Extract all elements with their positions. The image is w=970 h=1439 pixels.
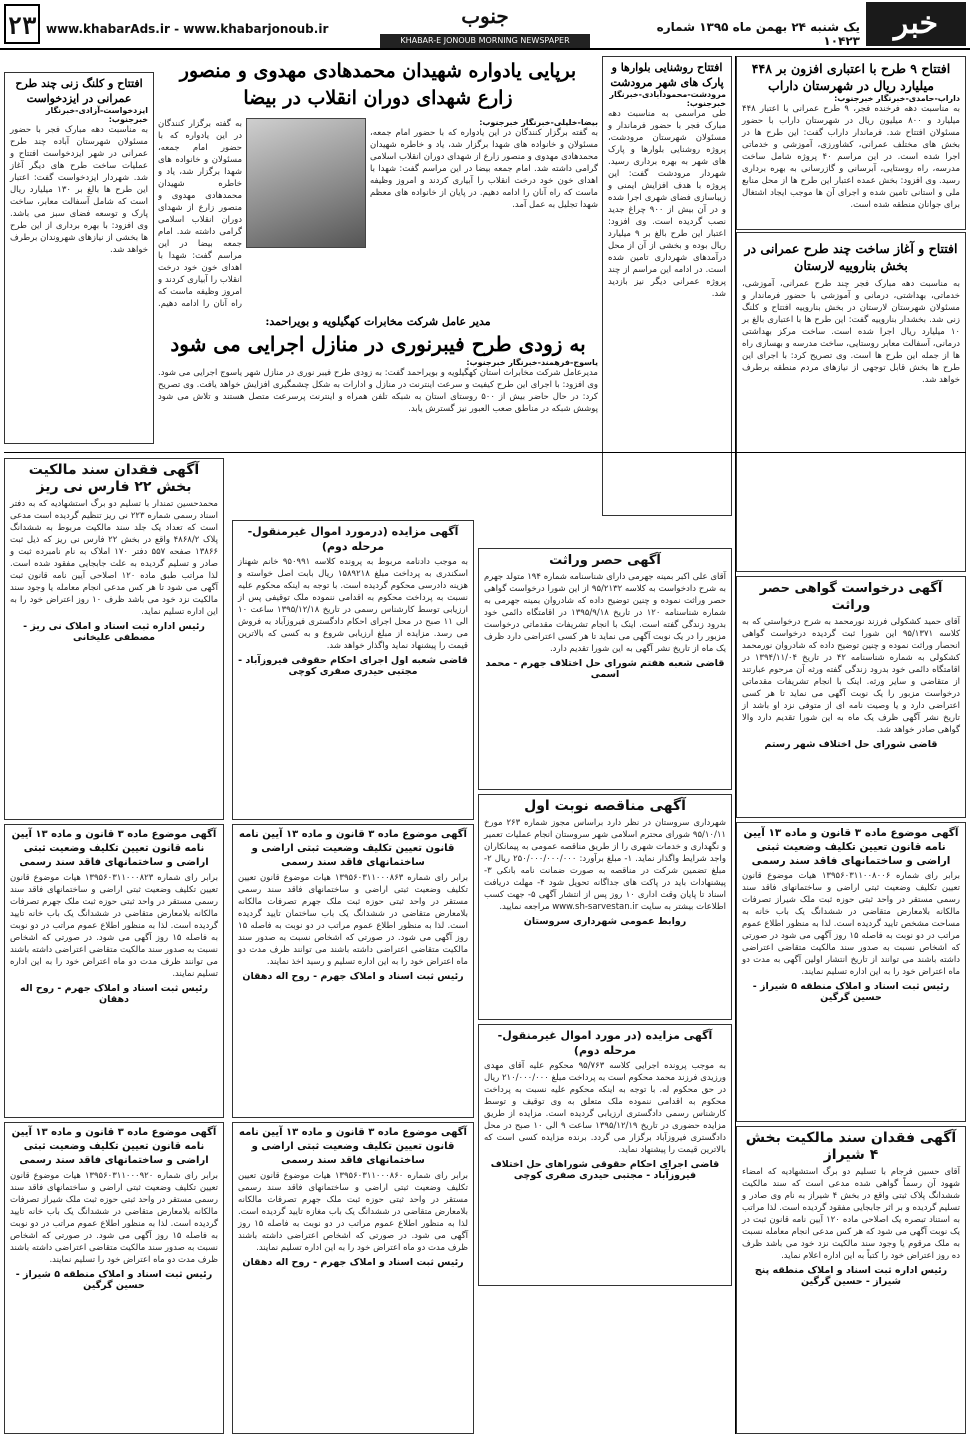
article-title: افتتاح و آغاز ساخت چند طرح عمرانی در بخش بناروییه لارستان	[744, 241, 958, 273]
ad-title: آگهی فقدان سند مالکیت بخش ۴ شیراز	[745, 1130, 957, 1163]
article-title: افتتاح و کلنگ زنی چند طرح عمرانی در ایزدخواست	[15, 77, 143, 105]
ad-body: برابر رای شماره ۱۳۹۵۶۰۳۱۱۰۰۸۰۰۶ هیات موضوع قانون تعیین تکلیف وضعیت ثبتی اراضی و ساختمانهای فاقد سند رسمی مستقر در واحد ثبتی حوزه ثبت ملک شیراز تصرفات مالکانه بلامعارض متقاضی در ششدانگ یک باب خانه به مساحت مشخص تایید گردیده است. لذا به منظور اطلاع عموم مراتب در دو نوبت به فاصله ۱۵ روز آگهی می شود در صورتی که اشخاص نسبت به صدور سند مالکیت متقاضی اعتراضی داشته باشند می توانند از تاریخ انتشار اولین آگهی به مدت دو ماه اعتراض خود را به این اداره تسلیم نمایند.	[742, 871, 960, 977]
ad-inheritance-rostam	[736, 576, 966, 818]
ad-title: آگهی موضوع ماده ۳ قانون و ماده ۱۳ آیین نامه قانون تعیین تکلیف وضعیت ثبتی اراضی و ساختمانهای فاقد سند رسمی	[11, 829, 217, 868]
issue-date: یک شنبه ۲۴ بهمن ماه ۱۳۹۵ شماره ۱۰۴۲۳	[656, 20, 860, 48]
ad-signature: رئیس اداره ثبت اسناد و املاک منطقه پنج شیراز - حسین گرگین	[754, 1265, 948, 1287]
ad-signature: قاضی اجرای احکام حقوقی شوراهای حل اختلاف فیروزآباد - مجتبی حیدری صفری کوچی	[490, 1159, 720, 1181]
article-izadkhast	[4, 72, 154, 444]
feature-kicker: مدیر عامل شرکت مخابرات کهگیلویه و بویراحمد:	[265, 315, 491, 328]
ad-body: آقای حمید کشکولی فرزند نورمحمد به شرح درخواستی که به کلاسه ۹۵/۱۳۷۱ این شورا ثبت گردیده درخواست گواهی انحصار وراثت نموده و چنین توضیح داده که شادروان نورمحمد کشکولی به شماره شناسنامه ۴۲ در تاریخ ۱۳۹۴/۱۱/۰۴ در اقامتگاه دائمی خود بدرود زندگی گفته ورثه آن مرحوم عبارتند از متقاضی و سایر ورثه. اینک با انجام تشریفات مقدماتی درخواست مزبور را یک نوبت آگهی می نماید تا هر کسی اعتراضی دارد و یا وصیت نامه ای از متوفی نزد او باشد از تاریخ نشر آگهی ظرف یک ماه به این شورا تقدیم دارد والا گواهی صادر خواهد شد.	[742, 617, 961, 735]
article-marvdasht	[602, 56, 732, 516]
photo-cleric	[246, 118, 366, 248]
ad-body: محمدحسین تمندار با تسلیم دو برگ استشهادیه که به دفتر اسناد رسمی شماره ۲۲۳ نی ریز تنظیم گردیده است مدعی است که تعداد یک جلد سند مالکیت مربوط به ششدانگ پلاک ۴۸۶۸/۲ واقع در بخش ۲۲ فارس نی ریز که ذیل ثبت ۱۳۸۶۶ صفحه ۵۵۷ دفتر ۱۷۰ املاک به نام نامبرده ثبت و صادر و تسلیم گردیده به علت جابجایی مفقود شده است. لذا مراتب طبق ماده ۱۲۰ اصلاحی آیین نامه قانون ثبت آگهی می شود تا هر کس مدعی انجام معامله یا وجود سند مالکیت نزد خود می باشد ظرف ۱۰ روز اعتراض خود را به این اداره تسلیم نماید.	[10, 499, 218, 617]
ad-title: آگهی مزایده (در مورد اموال غیرمنقول-مرحله دوم)	[497, 1029, 713, 1057]
ad-body: آقای علی اکبر بمینه جهرمی دارای شناسنامه شماره ۱۹۴ متولد جهرم به شرح دادخواست به کلاسه ۹۵/۲۱۳۲ از این شورا درخواست گواهی حصر وراثت نموده و چنین توضیح داده که شادروان بمینه جهرمی به شماره شناسنامه ۱۲۰ در تاریخ ۱۳۹۵/۹/۱۸ در اقامتگاه دائمی خود بدرود زندگی گفته است. اینک با انجام تشریفات مقدماتی درخواست مزبور را در یک نوبت آگهی می نماید تا هر کسی اعتراضی دارد ظرف یک ماه از تاریخ نشر آگهی به این شورا تقدیم دارد.	[484, 572, 727, 654]
ad-title: آگهی فقدان سند مالکیت بخش ۲۲ فارس نی ریز	[28, 462, 200, 495]
ad-inheritance-jahrom	[478, 548, 732, 790]
ad-title: آگهی موضوع ماده ۳ قانون و ماده ۱۳ آیین نامه قانون تعیین تکلیف وضعیت ثبتی اراضی و ساختمانهای فاقد سند رسمی	[11, 1127, 217, 1166]
ad-registration-shiraz	[736, 822, 966, 1122]
article-darab	[736, 56, 966, 230]
article-byline: ایزدخواست-آزادی-خبرنگار خبرجنوب:	[45, 106, 148, 124]
ad-signature: رئیس اداره ثبت اسناد و املاک نی ریز - مصطفی علیخانی	[23, 621, 205, 643]
ad-signature: قاضی شعبه هفتم شورای حل اختلاف جهرم - محمد اسمی	[485, 658, 725, 680]
ad-title: آگهی درخواست گواهی حصر وراثت	[759, 581, 943, 613]
english-banner: KHABAR-E JONOUB MORNING NEWSPAPER	[380, 34, 590, 48]
ad-registration-jahrom-2	[4, 824, 224, 1118]
ad-signature: قاضی شعبه اول اجرای احکام حقوقی فیروزآباد - مجتبی حیدری صفری کوچی	[238, 655, 468, 677]
ad-signature: روابط عمومی شهرداری سروستان	[523, 916, 687, 927]
column-divider	[735, 56, 736, 1434]
ad-title: آگهی موضوع ماده ۳ قانون و ماده ۱۳ آیین نامه قانون تعیین تکلیف وضعیت ثبتی اراضی و ساختمانهای فاقد سند رسمی	[239, 829, 467, 868]
ad-body: آقای حسین فرجام با تسلیم دو برگ استشهادیه که امضاء شهود آن رسماً گواهی شده مدعی است که سند مالکیت ششدانگ پلاک ثبتی واقع در بخش ۴ شیراز به نام وی صادر و تسلیم گردیده و بر اثر جابجایی مفقود گردیده است. لذا مراتب به استناد تبصره یک اصلاحی ماده ۱۲۰ آیین نامه قانون ثبت در یک نوبت آگهی می شود که هر کس مدعی انجام معامله نسبت به ملک مرقوم یا وجود سند مالکیت نزد خود می باشد ظرف ده روز اعتراض خود را کتباً به این اداره اعلام نماید.	[742, 1167, 960, 1261]
ad-registration-jahrom-3	[232, 1122, 474, 1434]
article-body: به مناسبت دهه مبارک فجر با حضور مسئولان شهرستان آباده چند طرح عمرانی در شهر ایزدخواست افتتاح و عملیات ساخت طرح های دیگر آغاز شد. شهردار ایزدخواست گفت: اعتبار این طرح ها بالغ بر ۱۳۰ میلیارد ریال است که شامل آسفالت معابر، ساخت پارک و توسعه فضای سبز می باشد. وی افزود: با بهره برداری از این طرح ها بخشی از نیازهای شهروندان برطرف خواهد شد.	[10, 125, 148, 255]
ad-tender-sarvestan	[478, 794, 732, 1020]
article-byline: مرودشت-محمودآبادی-خبرنگار خبرجنوب:	[609, 90, 726, 108]
section-divider	[4, 452, 966, 453]
masthead	[0, 0, 970, 50]
article-byline: داراب-حامدی-خبرنگار خبرجنوب:	[834, 94, 960, 103]
ad-body: برابر رای شماره ۱۳۹۵۶۰۳۱۱۰۰۰۹۲۰ هیات موضوع قانون تعیین تکلیف وضعیت ثبتی اراضی و ساختمانهای فاقد سند رسمی مستقر در واحد ثبتی حوزه ثبت ملک شیراز تصرفات مالکانه بلامعارض متقاضی در ششدانگ یک باب خانه تایید گردیده است. لذا به منظور اطلاع عموم مراتب در دو نوبت به فاصله ۱۵ روز آگهی می شود. در صورتی که اشخاص نسبت به صدور سند مالکیت متقاضی اعتراضی داشته باشند ظرف مدت دو ماه اعتراض خود را تسلیم نمایند.	[10, 1171, 218, 1265]
ad-title: آگهی حصر وراثت	[549, 553, 661, 568]
ad-title: آگهی مزایده (درمورد اموال غیرمنقول-مرحله دوم)	[247, 525, 459, 553]
feature-headline: برپایی یادواره شهیدان محمدهادی مهدوی و منصور زارع شهدای دوران انقلاب در بیضا	[179, 60, 577, 109]
article-title: افتتاح روشنایی بلوارها و پارک های شهر مرودشت	[610, 61, 724, 89]
ad-signature: رئیس ثبت اسناد و املاک جهرم - روح اله دهقان	[242, 971, 464, 982]
ad-lost-deed-shiraz	[736, 1126, 966, 1434]
ad-signature: رئیس ثبت اسناد و املاک منطقه ۵ شیراز - حسین گرگین	[752, 981, 950, 1003]
article-larestan	[736, 232, 966, 572]
ad-body: به موجب پرونده اجرایی کلاسه ۹۵/۷۶۳ محکوم علیه آقای مهدی ورزیدی فرزند محمد محکوم است به پرداخت مبلغ ۲۱۰/۰۰۰/۰۰۰ ریال در حق محکوم له. با توجه به اینکه محکوم علیه نسبت به پرداخت محکوم به اقدامی ننموده ملک متعلق به وی توقیف و توسط کارشناس رسمی دادگستری ارزیابی گردیده است. مزایده از طریق مزایده حضوری در تاریخ ۱۳۹۵/۱۲/۱۹ ساعت ۹ الی ۱۰ صبح در محل دادگستری فیروزآباد برگزار می گردد. برنده مزایده کسی است که بالاترین قیمت را پیشنهاد نماید.	[484, 1061, 726, 1155]
article-title: افتتاح ۹ طرح با اعتباری افزون بر ۴۴۸ میلیارد ریال در شهرستان داراب	[751, 61, 951, 93]
ad-body: برابر رای شماره ۱۳۹۵۶۰۳۱۱۰۰۰۸۶۰ هیات موضوع قانون تعیین تکلیف وضعیت ثبتی اراضی و ساختمانهای فاقد سند رسمی مستقر در واحد ثبتی حوزه ثبت ملک جهرم تصرفات مالکانه بلامعارض متقاضی در ششدانگ یک باب مغازه تایید گردیده است. لذا به منظور اطلاع عموم مراتب در دو نوبت به فاصله ۱۵ روز آگهی می شود. در صورتی که اشخاص اعتراضی داشته باشند ظرف مدت دو ماه اعتراض خود را به این اداره تسلیم نمایند.	[238, 1171, 468, 1253]
ad-signature: رئیس ثبت اسناد و املاک جهرم - روح اله دهقان	[20, 983, 208, 1005]
article-byline: بیضا-خلیلی-خبرنگار خبرجنوب:	[479, 118, 598, 127]
article-byline: یاسوج-فرهمند-خبرنگار خبرجنوب:	[466, 358, 598, 367]
article-body: به مناسبت دهه مبارک فجر چند طرح عمرانی، آموزشی، خدماتی، بهداشتی، درمانی و آموزشی با حضور فرماندار و مسئولان شهرستان لارستان در بخش بناروییه افتتاح و کلنگ زنی شد. بخشدار بناروییه گفت: این طرح ها با اعتباری بالغ بر ۱۰ میلیارد ریال اجرا شده است. ساخت مرکز بهداشتی درمانی، آسفالت معابر روستایی، ساخت مدرسه و بهسازی راه ها از جمله این طرح ها است. وی تصریح کرد: با اجرای این طرح ها بخش قابل توجهی از نیازهای مردم منطقه برطرف خواهد شد.	[742, 279, 960, 385]
ad-registration-jahrom-1	[232, 824, 474, 1118]
center-feature	[158, 56, 598, 516]
article-body: طی مراسمی به مناسبت دهه مبارک فجر با حضور فرماندار و مسئولان شهرستان مرودشت، پروژه روشنایی بلوارها و پارک های شهر به بهره برداری رسید. شهردار مرودشت گفت: این پروژه با هدف افزایش ایمنی و زیباسازی فضای شهری اجرا شده و در آن بیش از ۹۰۰ چراغ جدید نصب گردیده است. وی افزود: اعتبار این طرح بالغ بر ۹ میلیارد ریال بوده و بخشی از آن از محل درآمدهای شهرداری تامین شده است. در ادامه این مراسم از چند پروژه عمرانی دیگر نیز بازدید شد.	[608, 109, 727, 299]
article-body: به مناسبت دهه فرخنده فجر، ۹ طرح عمرانی با اعتبار ۴۴۸ میلیارد و ۸۰۰ میلیون ریال در شهرستان داراب با حضور مسئولان افتتاح شد. فرماندار داراب گفت: این طرح ها در بخش های مختلف عمرانی، کشاورزی، آموزشی و خدماتی اجرا شده است. در این مراسم ۴۰ پروژه شامل ساخت مدرسه، راه روستایی، آبرسانی و گازرسانی به بهره برداری رسید. وی افزود: بخش عمده اعتبار این طرح ها از محل منابع ملی و استانی تامین شده و اجرای آن ها موجب ایجاد اشتغال برای جوانان منطقه شده است.	[742, 104, 961, 210]
ad-title: آگهی موضوع ماده ۳ قانون و ماده ۱۳ آیین نامه قانون تعیین تکلیف وضعیت ثبتی اراضی و ساختمانهای فاقد سند رسمی	[743, 827, 959, 867]
website-urls[interactable]: www.khabarAds.ir - www.khabarjonoub.ir	[46, 22, 329, 36]
ad-body: به موجب دادنامه مربوط به پرونده کلاسه ۹۵۰۹۹۱ خانم شهناز اسکندری به پرداخت مبلغ ۱۵۸۹۲۱۸ ریال بابت اصل خواسته و هزینه دادرسی محکوم گردیده است. با توجه به اینکه محکوم علیه نسبت به پرداخت محکوم به اقدامی ننموده ملک توقیفی پس از ارزیابی توسط کارشناس رسمی در تاریخ ۱۳۹۵/۱۲/۱۸ ساعت ۱۰ الی ۱۱ صبح در محل اجرای احکام دادگستری فیروزآباد به فروش می رسد. مزایده از مبلغ ارزیابی شروع و به کسی که بالاترین قیمت را پیشنهاد نماید واگذار خواهد شد.	[238, 557, 469, 651]
ad-signature: قاضی شورای حل اختلاف شهر رستم	[764, 739, 938, 750]
article-body-continued: به گفته برگزار کنندگان در این یادواره که با حضور امام جمعه، مسئولان و خانواده های شهدا برگزار شد، یاد و خاطره شهیدان محمدهادی مهدوی و منصور زارع از شهدای دوران انقلاب اسلامی گرامی داشته شد. امام جمعه بیضا در این مراسم گفت: شهدا با اهدای خون خود درخت انقلاب را آبیاری کردند و امروز وظیفه ماست که راه آنان را ادامه دهیم.	[158, 119, 242, 308]
feature-headline-2: به زودی طرح فیبرنوری در منازل اجرایی می شود	[170, 332, 586, 356]
ad-signature: رئیس ثبت اسناد و املاک جهرم - روح اله دهقان	[242, 1257, 464, 1268]
newspaper-logo: خبر	[866, 2, 966, 46]
ad-registration-shiraz-2	[4, 1122, 224, 1434]
ad-auction-firuzabad-2	[232, 520, 474, 820]
page-number: ۲۳	[4, 4, 40, 44]
article-body: به گفته برگزار کنندگان در این یادواره که با حضور امام جمعه، مسئولان و خانواده های شهدا برگزار شد، یاد و خاطره شهیدان محمدهادی مهدوی و منصور زارع از شهدای دوران انقلاب اسلامی گرامی داشته شد. امام جمعه بیضا در این مراسم گفت: شهدا با اهدای خون خود درخت انقلاب را آبیاری کردند و امروز وظیفه ماست که راه آنان را ادامه دهیم. در پایان از خانواده های معظم شهدا تجلیل به عمل آمد.	[370, 128, 598, 210]
section-title: جنوب	[461, 4, 509, 28]
article-body: مدیرعامل شرکت مخابرات استان کهگیلویه و بویراحمد گفت: به زودی طرح فیبر نوری در منازل شهر یاسوج اجرایی می شود. وی افزود: با اجرای این طرح کیفیت و سرعت اینترنت در منازل و ادارات به شکل چشمگیری افزایش خواهد یافت. وی تصریح کرد: در حال حاضر بیش از ۵۰۰ روستای استان به شبکه تلفن همراه و اینترنت پرسرعت متصل هستند و تلاش می شود پوشش شبکه در مناطق صعب العبور نیز گسترش یابد.	[158, 368, 598, 414]
ad-body: شهرداری سروستان در نظر دارد براساس مجوز شماره ۲۶۳ مورخ ۹۵/۱۰/۱۱ شورای محترم اسلامی شهر سروستان انجام عملیات تعمیر و نگهداری و خدمات شهری را از طریق مناقصه عمومی به پیمانکاران واجد شرایط واگذار نماید. ۱- مبلغ برآورد: ۲۵۰/۰۰۰/۰۰۰/۰۰۰ ریال ۲- مبلغ تضمین شرکت در مناقصه به صورت ضمانت نامه بانکی ۳- پیشنهادات باید در پاکت های جداگانه تحویل شود ۴- مهلت دریافت اسناد تا پایان وقت اداری ۱۰ روز پس از انتشار آگهی ۵- جهت کسب اطلاعات بیشتر به سایت www.sh-sarvestan.ir مراجعه نمایید.	[484, 818, 727, 912]
ad-auction-firuzabad-1	[478, 1024, 732, 1286]
ad-title: آگهی مناقصه نوبت اول	[524, 798, 686, 814]
ad-body: برابر رای شماره ۱۳۹۵۶۰۳۱۱۰۰۰۸۶۳ هیات موضوع قانون تعیین تکلیف وضعیت ثبتی اراضی و ساختمانهای فاقد سند رسمی مستقر در واحد ثبتی حوزه ثبت ملک جهرم تصرفات مالکانه بلامعارض متقاضی در ششدانگ یک باب ساختمان تایید گردیده است. لذا به منظور اطلاع عموم مراتب در دو نوبت به فاصله ۱۵ روز آگهی می شود. در صورتی که اشخاص نسبت به صدور سند مالکیت متقاضی اعتراضی داشته باشند می توانند ظرف مدت دو ماه اعتراض خود را به این اداره تسلیم و رسید اخذ نمایند.	[238, 873, 468, 967]
ad-title: آگهی موضوع ماده ۳ قانون و ماده ۱۳ آیین نامه قانون تعیین تکلیف وضعیت ثبتی اراضی و ساختمانهای فاقد سند رسمی	[239, 1127, 467, 1166]
ad-signature: رئیس ثبت اسناد و املاک منطقه ۵ شیراز - حسین گرگین	[15, 1269, 213, 1291]
ad-body: برابر رای شماره ۱۳۹۵۶۰۳۱۱۰۰۰۸۲۳ هیات موضوع قانون تعیین تکلیف وضعیت ثبتی اراضی و ساختمانهای فاقد سند رسمی مستقر در واحد ثبتی حوزه ثبت ملک جهرم تصرفات مالکانه بلامعارض متقاضی در ششدانگ یک باب خانه تایید گردیده است. لذا به منظور اطلاع عموم مراتب در دو نوبت به فاصله ۱۵ روز آگهی می شود. در صورتی که اشخاص نسبت به صدور سند مالکیت متقاضی اعتراضی داشته باشند می توانند ظرف مدت دو ماه اعتراض خود را به این اداره تسلیم نمایند.	[10, 873, 218, 979]
ad-lost-deed-neyriz	[4, 458, 224, 820]
